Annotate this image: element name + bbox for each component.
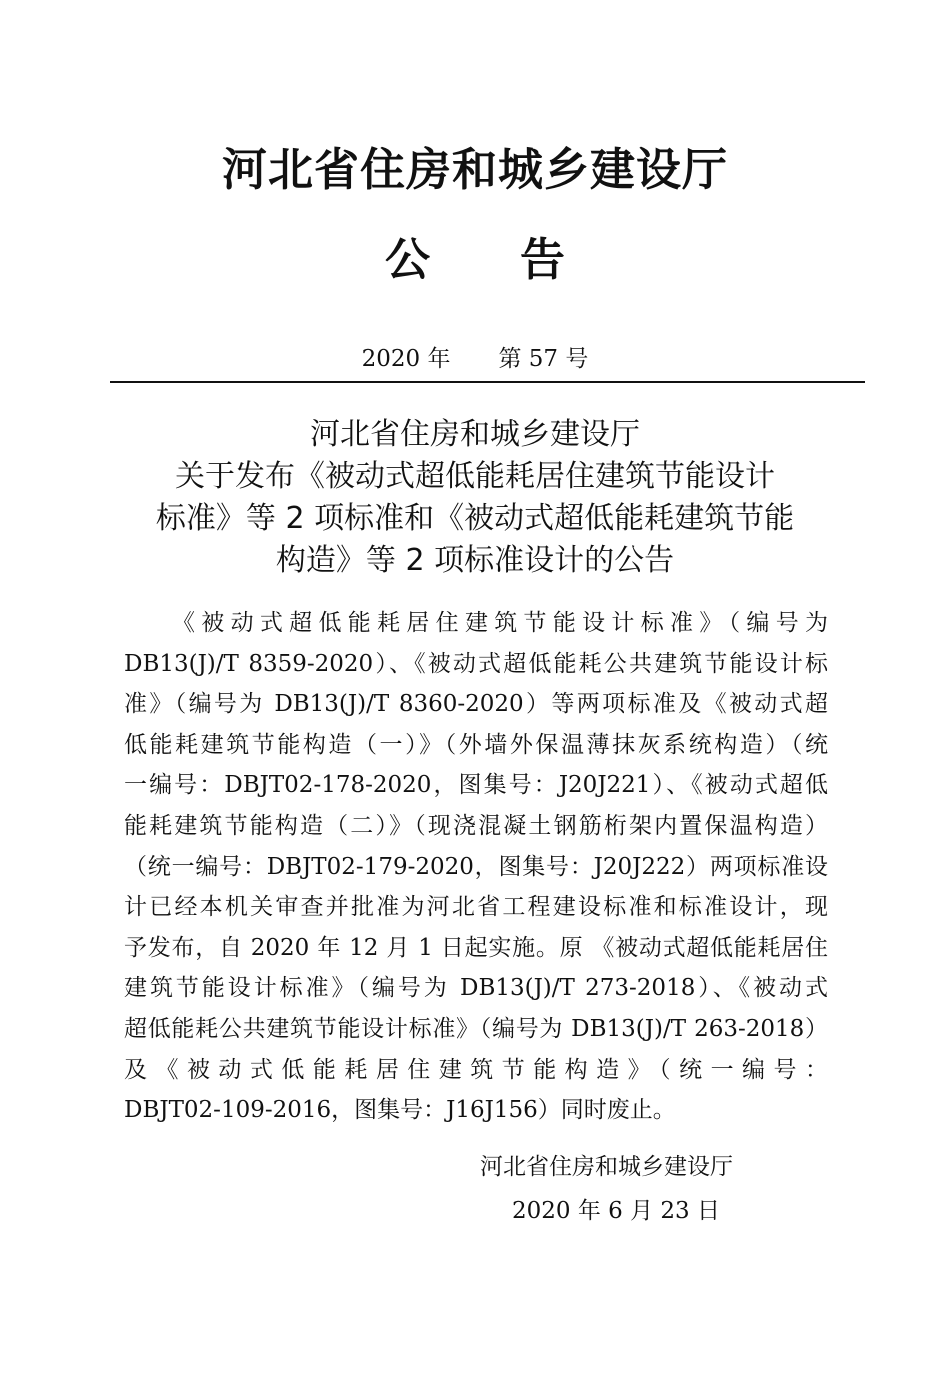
notice-title xyxy=(95,414,855,582)
notice-title-line: 河北省住房和城乡建设厅 xyxy=(310,417,640,452)
body-line: DBJT02-109-2016，图集号：J16J156）同时废止。 xyxy=(124,1097,676,1124)
notice-body xyxy=(124,603,828,1131)
body-line: 能耗建筑节能构造（二）》（现浇混凝土钢筋桁架内置保温构造） xyxy=(124,812,828,839)
document-year: 2020 年 xyxy=(361,346,451,372)
notice-title-line: 标准》等 2 项标准和《被动式超低能耗建筑节能 xyxy=(155,501,795,536)
document-type-heading xyxy=(0,228,950,292)
body-line: 准》（编号为 DB13(J)/T 8360-2020）等两项标准及《被动式超 xyxy=(124,691,828,718)
body-line: 超低能耗公共建筑节能设计标准》（编号为 DB13(J)/T 263-2018） xyxy=(124,1015,828,1042)
notice-title-line: 构造》等 2 项标准设计的公告 xyxy=(275,543,675,578)
body-line: 建筑节能设计标准》（编号为 DB13(J)/T 273-2018）、《被动式 xyxy=(124,975,828,1002)
notice-title-line: 关于发布《被动式超低能耗居住建筑节能设计 xyxy=(175,459,775,494)
body-line: 低能耗建筑节能构造（一）》（外墙外保温薄抹灰系统构造）（统 xyxy=(124,731,828,758)
signature-organization: 河北省住房和城乡建设厅 xyxy=(480,1154,733,1180)
body-line: 一编号：DBJT02-178-2020，图集号：J20J221）、《被动式超低 xyxy=(124,772,828,799)
doc-type-char-2: 告 xyxy=(520,233,566,286)
body-line: DB13(J)/T 8359-2020）、《被动式超低能耗公共建筑节能设计标 xyxy=(124,650,828,677)
document-number xyxy=(0,342,950,376)
body-line: 《被动式超低能耗居住建筑节能设计标准》（编号为 xyxy=(172,610,828,636)
doc-type-char-1: 公 xyxy=(384,233,430,286)
body-line: （统一编号：DBJT02-179-2020，图集号：J20J222）两项标准设 xyxy=(124,853,828,880)
header-divider xyxy=(110,381,865,383)
document-issue-number: 第 57 号 xyxy=(498,346,589,372)
body-line: 予发布，自 2020 年 12 月 1 日起实施。原 《被动式超低能耗居住 xyxy=(124,934,828,961)
signature-date: 2020 年 6 月 23 日 xyxy=(512,1198,720,1224)
issuer-heading: 河北省住房和城乡建设厅 xyxy=(221,143,728,196)
body-line: 及《被动式低能耗居住建筑节能构造》（统一编号： xyxy=(124,1056,828,1083)
body-line: 计已经本机关审查并批准为河北省工程建设标准和标准设计，现 xyxy=(124,894,828,921)
